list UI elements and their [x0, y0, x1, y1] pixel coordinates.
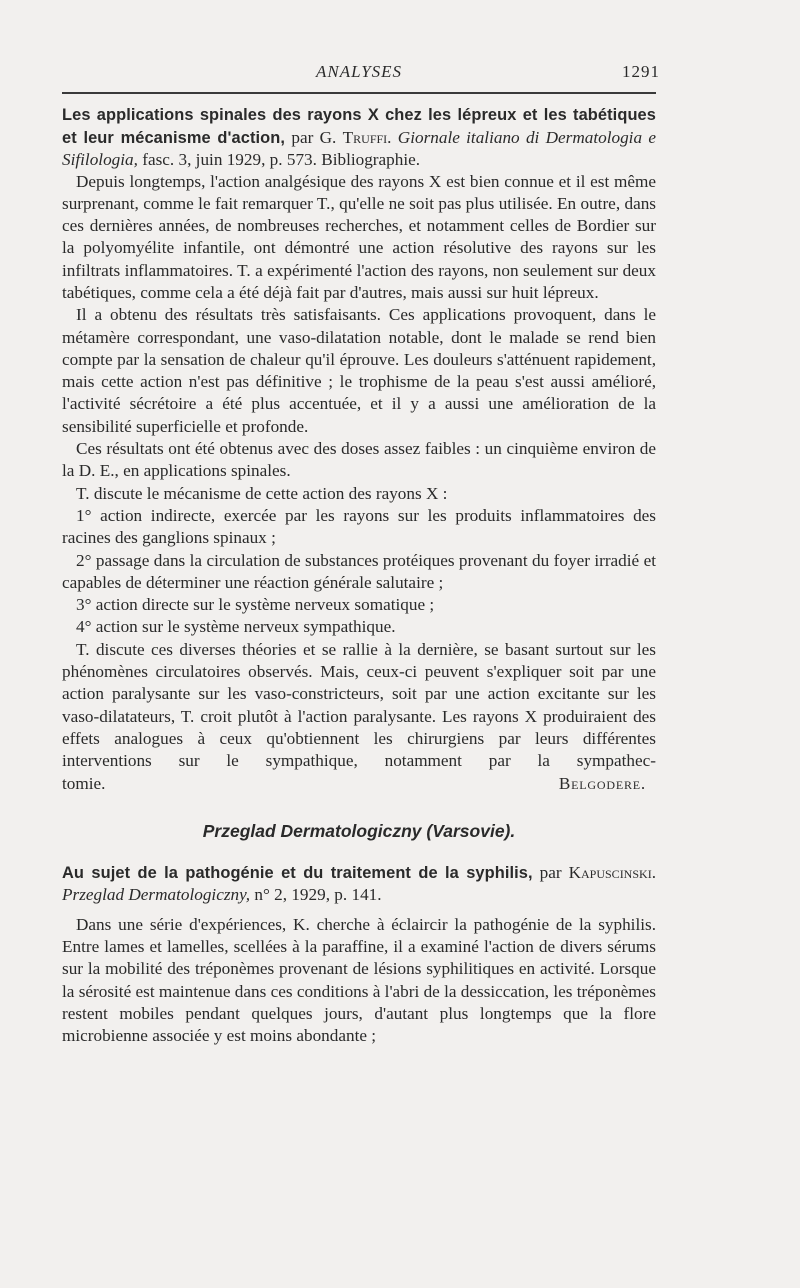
article-kapuscinski: [62, 862, 656, 1048]
by-word: par G.: [285, 127, 343, 147]
page-number: 1291: [622, 62, 660, 81]
signoff-line: [62, 773, 656, 795]
paragraph: T. discute ces diverses théories et se rallie à la dernière, se basant surtout sur les phénomènes circulatoires observés. Mais, ceux-ci peuvent s'expliquer soit par une action paralysante sur les vaso-constricteurs, soit par une action excitante sur les vaso-dilatateurs, T. croit plutôt à l'action paralysante. Les rayons X produiraient des effets analogues à ceux qu'obtiennent les chirurgiens par leurs différentes interventions sur le sympathique, notamment par la sympathec-: [62, 639, 656, 771]
article-title: Les applications spinales des rayons X chez les lépreux et les tabétiques et leur mécanisme d'action,: [62, 106, 656, 147]
citation: n° 2, 1929, p. 141.: [250, 885, 382, 905]
journal-name: Przeglad Dermatologiczny,: [62, 885, 251, 905]
paragraph: T. discute le mécanisme de cette action des rayons X :: [76, 483, 448, 503]
list-item: 1° action indirecte, exercée par les rayons sur les produits inflammatoires des racines des ganglions spinaux ;: [62, 505, 656, 548]
header-rule: [62, 92, 656, 94]
article-heading: [62, 862, 656, 906]
list-item: 3° action directe sur le système nerveux somatique ;: [76, 595, 435, 615]
author-separator: .: [651, 862, 656, 882]
list-item: 2° passage dans la circulation de substances protéiques provenant du foyer irradié et capables de déterminer une réaction générale salutaire ;: [62, 550, 656, 592]
page: [62, 56, 660, 1048]
citation: fasc. 3, juin 1929, p. 573. Bibliographie.: [137, 150, 421, 169]
author-separator: .: [387, 127, 398, 147]
last-line: tomie.: [62, 773, 106, 793]
journal-section-place: (Varsovie).: [421, 820, 516, 841]
by-word: par: [532, 862, 569, 882]
reviewer-signature: Belgodere.: [558, 773, 646, 793]
article-heading: [62, 104, 656, 171]
article-truffi: [62, 104, 656, 795]
journal-section-name: Przeglad Dermatologiczny: [202, 820, 422, 841]
paragraph: Dans une série d'expériences, K. cherche à éclaircir la pathogénie de la syphilis. Entre lames et lamelles, scellées à la paraffine, il a examiné l'action de divers sérums sur la mobilité des tréponèmes provenant de lésions syphilitiques en activité. Lorsque la sérosité est maintenue dans ces conditions à l'abri de la dessiccation, les tréponèmes restent mobiles pendant quelques jours, d'autant plus longtemps que la flore microbienne associée y est moins abondante ;: [62, 914, 656, 1046]
article-title: Au sujet de la pathogénie et du traitement de la syphilis,: [62, 863, 533, 882]
paragraph: Ces résultats ont été obtenus avec des doses assez faibles : un cinquième environ de la D. E., en applications spinales.: [62, 439, 656, 481]
list-item: 4° action sur le système nerveux sympathique.: [76, 617, 396, 637]
journal-name: Giornale italiano di Dermatologia e Sifilologia,: [62, 127, 656, 169]
paragraph: Il a obtenu des résultats très satisfaisants. Ces applications provoquent, dans le métamère correspondant, une vaso-dilatation notable, dont le malade se rend bien compte par la sensation de chaleur qu'il éprouve. Les douleurs s'atténuent rapidement, mais cette action n'est pas définitive ; le trophisme de la peau s'est aussi amélioré, l'activité sécrétoire a été plus accentuée, et il y a aussi une amélioration de la sensibilité superficielle et profonde.: [62, 305, 656, 436]
running-title: ANALYSES: [315, 62, 403, 81]
paragraph: Depuis longtemps, l'action analgésique des rayons X est bien connue et il est même surprenant, comme le fait remarquer T., qu'elle ne soit pas plus utilisée. En outre, dans ces dernières années, de nombreuses recherches, et notamment celles de Bordier sur la polyomyélite infantile, ont démontré une action résolutive des rayons sur les infiltrats inflammatoires. T. a expérimenté l'action des rayons, non seulement sur deux tabétiques, comme cela a été déjà fait par d'autres, mais aussi sur huit lépreux.: [62, 171, 656, 302]
running-head: [62, 56, 660, 86]
author-name: Truffi: [342, 127, 388, 147]
journal-section-heading: [62, 821, 656, 842]
author-name: Kapuscinski: [568, 862, 652, 882]
